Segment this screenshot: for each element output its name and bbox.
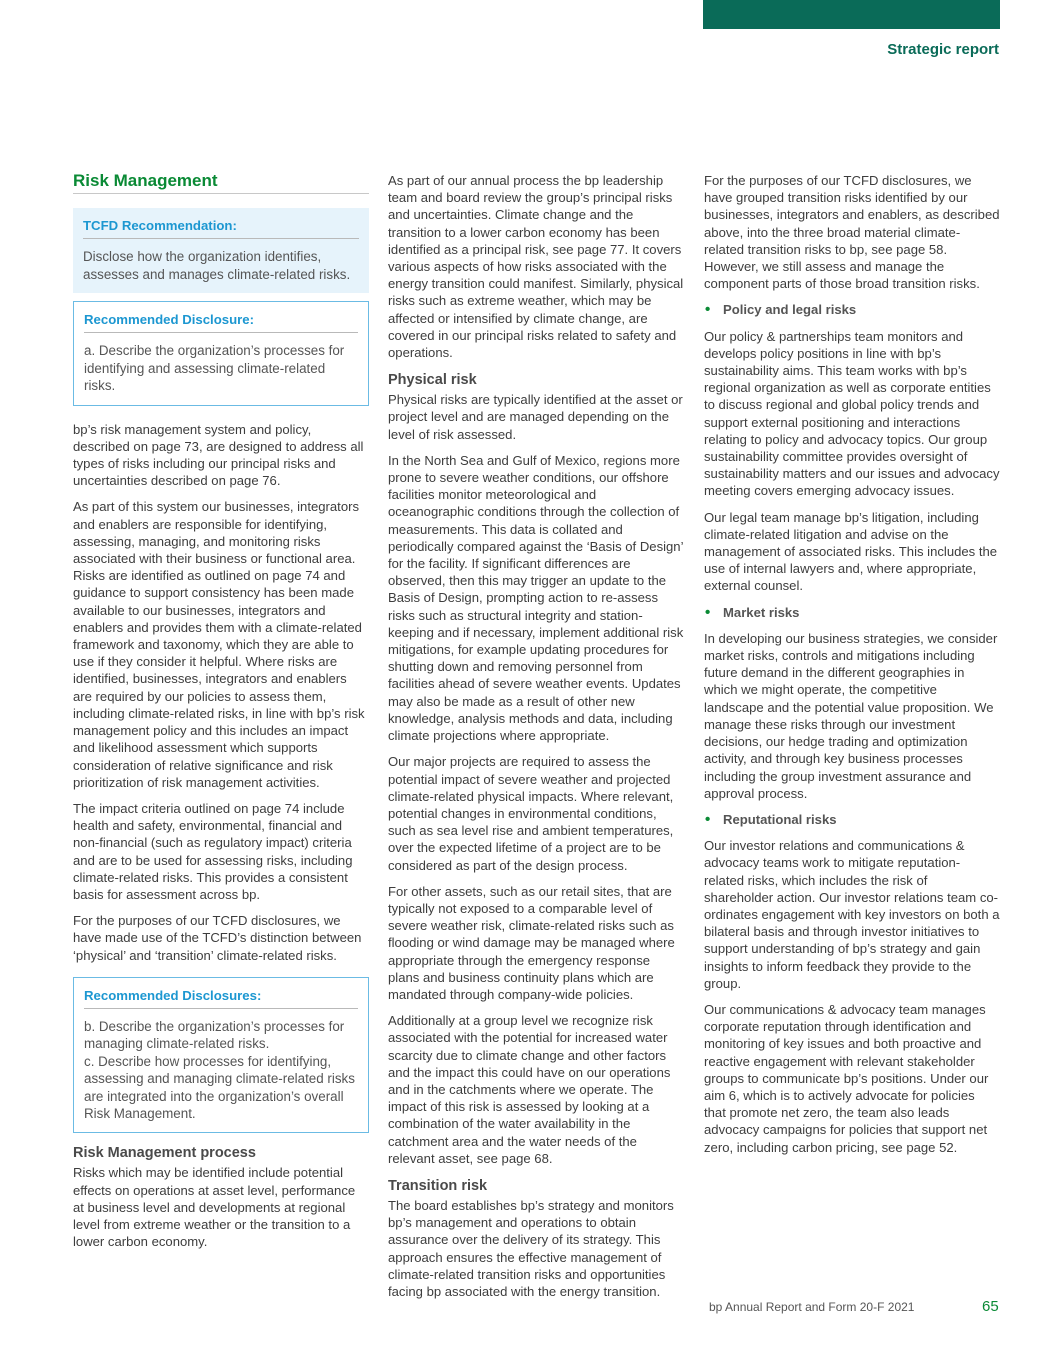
page-number: 65 (982, 1298, 999, 1315)
paragraph: Our investor relations and communications & advocacy teams work to mitigate reputation-related risks, which includes the risk of shareholder action. Our investor relations team co-ordinates engagement with key investors on both a bilateral basis and through investor initiatives to support understanding of bp’s strategy and gain insights to inform feedback they provide to the group. (704, 838, 1000, 991)
paragraph: In the North Sea and Gulf of Mexico, regions more prone to severe weather conditions, our offshore facilities monitor meteorological and oceanographic conditions through the collection of measurements. This data is collated and periodically compared against the ‘Basis of Design’ for the facility. If significant differences are observed, then this may trigger an update to the Basis of Design, prompting action to re-assess risks such as structural integrity and station-keeping and if necessary, implement additional risk mitigations, for example updating procedures for shutting down and removing personnel from facilities ahead of severe weather events. Updates may also be made as a result of other new knowledge, analysis methods and data, including climate projections where appropriate. (388, 452, 684, 744)
tcfd-box-title: TCFD Recommendation: (83, 217, 359, 239)
paragraph: bp’s risk management system and policy, described on page 73, are designed to address all types of risks including our principal risks and uncertainties described on page 76. (73, 421, 364, 489)
paragraph: For the purposes of our TCFD disclosures, we have made use of the TCFD’s distinction between ‘physical’ and ‘transition’ climate-related risks. (73, 913, 362, 963)
paragraph: In developing our business strategies, we consider market risks, controls and mitigations including future demand in the different geographies in which we might operate, the competitive landscape and the potential value proposition. We manage these risks through our investment decisions, our hedge trading and optimization activity, and through key business processes including the group investment assurance and approval process. (704, 630, 998, 801)
physical-risk-heading: Physical risk (388, 372, 477, 389)
bullet-dot-icon: • (705, 810, 711, 828)
bullet-dot-icon: • (705, 301, 711, 319)
disclosure-box-title: Recommended Disclosure: (84, 311, 358, 333)
tcfd-recommendation-box (73, 208, 369, 293)
bullet-reputational-risks (704, 811, 1000, 828)
column-left (73, 172, 369, 1259)
recommended-disclosure-box (73, 301, 369, 405)
bullet-label: Reputational risks (723, 811, 837, 827)
paragraph: Our major projects are required to assess the potential impact of severe weather and projected climate-related physical impacts. Where relevant, potential changes in environmental conditions, such as sea level rise and ambient temperatures, over the expected lifetime of a project are to be considered as part of the design process. (388, 754, 674, 873)
process-heading: Risk Management process (73, 1145, 256, 1162)
column-right (704, 172, 1000, 1165)
paragraph: As part of our annual process the bp leadership team and board review the group’s principal risks and uncertainties. Climate change and the transition to a lower carbon economy has been identified as a principal risk, see page 77. It covers various aspects of how risks associated with the energy transition could manifest. Similarly, physical risks such as extreme weather, which may be affected or intensified by climate change, are covered in our principal risks related to safety and operations. (388, 173, 684, 361)
bullet-policy-legal (704, 301, 1000, 318)
transition-risk-heading: Transition risk (388, 1177, 488, 1194)
disclosure-item-c: c. Describe how processes for identifying, assessing and managing climate-related risks are integrated into the organization’s overall Risk Management. (84, 1053, 355, 1121)
paragraph: Our policy & partnerships team monitors and develops policy positions in line with bp’s sustainability aims. This team works with bp’s regional organization as well as corporate entities to discuss regional and global policy trends and support external positioning and interactions relating to policy and advocacy topics. Our group sustainability committee provides oversight of sustainability matters and our issues and advocacy meeting covers emerging advocacy issues. (704, 328, 1000, 499)
paragraph: Our legal team manage bp’s litigation, including climate-related litigation and advise on the management of associated risks. This includes the use of internal lawyers and, where appropriate, external counsel. (704, 509, 998, 594)
header-accent-bar (703, 0, 1000, 29)
paragraph: For the purposes of our TCFD disclosures, we have grouped transition risks identified by our businesses, integrators and enablers, as described above, into the three broad material climate-related transition risks to bp, see page 58. However, we still assess and manage the component parts of those broad transition risks. (704, 173, 1000, 292)
disclosures-box-title: Recommended Disclosures: (84, 987, 358, 1009)
page-title: Risk Management (73, 172, 369, 194)
paragraph: The board establishes bp’s strategy and monitors bp’s management and operations to obtain assurance over the delivery of its strategy. This approach ensures the effective management of climate-related transition risks and opportunities facing bp associated with the energy transition. (388, 1197, 674, 1299)
recommended-disclosures-box (73, 977, 369, 1134)
paragraph: Additionally at a group level we recognize risk associated with the potential for increased water scarcity due to climate change and other factors and the impact this could have on our operations and in the catchments where we operate. The impact of this risk is assessed by looking at a combination of the water availability in the catchment area and the water needs of the relevant asset, see page 68. (388, 1013, 671, 1166)
paragraph: Risks which may be identified include potential effects on operations at asset level, performance at business level and developments at regional level from extreme weather or the transition to a lower carbon economy. (73, 1165, 356, 1250)
footer-report-name: bp Annual Report and Form 20-F 2021 (709, 1300, 915, 1314)
bullet-label: Market risks (723, 604, 800, 620)
disclosures-box-list (84, 1018, 358, 1122)
paragraph: Physical risks are typically identified at the asset or project level and are managed depending on the level of risk assessed. (388, 392, 683, 442)
bullet-market-risks (704, 604, 1000, 621)
section-label: Strategic report (887, 41, 999, 58)
paragraph: As part of this system our businesses, integrators and enablers are responsible for identifying, assessing, managing, and monitoring risks associated with their business or functional area. Risks are identified as outlined on page 74 and guidance to support consistency has been made available to our businesses, integrators and enablers and provides them with a climate-related framework and taxonomy, which they are able to use if they consider it helpful. Where risks are identified, businesses, integrators and enablers are required by our policies to assess them, including climate-related risks, in line with bp’s risk management policy and this includes an impact and likelihood assessment which supports consideration of relative significance and risk prioritization of risk management activities. (73, 499, 365, 790)
disclosure-box-text: a. Describe the organization’s processes for identifying and assessing climate-related risks. (84, 343, 345, 394)
bullet-dot-icon: • (705, 603, 711, 621)
paragraph: Our communications & advocacy team manages corporate reputation through identification and monitoring of key issues and both proactive and reactive engagement with relevant stakeholder groups to communicate bp’s positions. Under our aim 6, which is to actively advocate for policies that promote net zero, the team also leads advocacy campaigns for policies that support net zero, including carbon pricing, see page 52. (704, 1001, 989, 1155)
paragraph: The impact criteria outlined on page 74 include health and safety, environmental, financial and non-financial (such as regulatory impact) criteria and are to be used for assessing risks, including climate-related risks. This provides a consistent basis for assessment across bp. (73, 800, 353, 902)
paragraph: For other assets, such as our retail sites, that are typically not exposed to a comparable level of severe weather risk, climate-related risks such as flooding or wind damage may be managed where appropriate through the emergency response plans and business continuity plans which are mandated through company-wide policies. (388, 883, 675, 1002)
column-middle (388, 172, 684, 1309)
disclosure-item-b: b. Describe the organization’s processes for managing climate-related risks. (84, 1018, 345, 1052)
tcfd-box-text: Disclose how the organization identifies, assesses and manages climate-related risks. (83, 249, 351, 282)
bullet-label: Policy and legal risks (723, 302, 857, 318)
